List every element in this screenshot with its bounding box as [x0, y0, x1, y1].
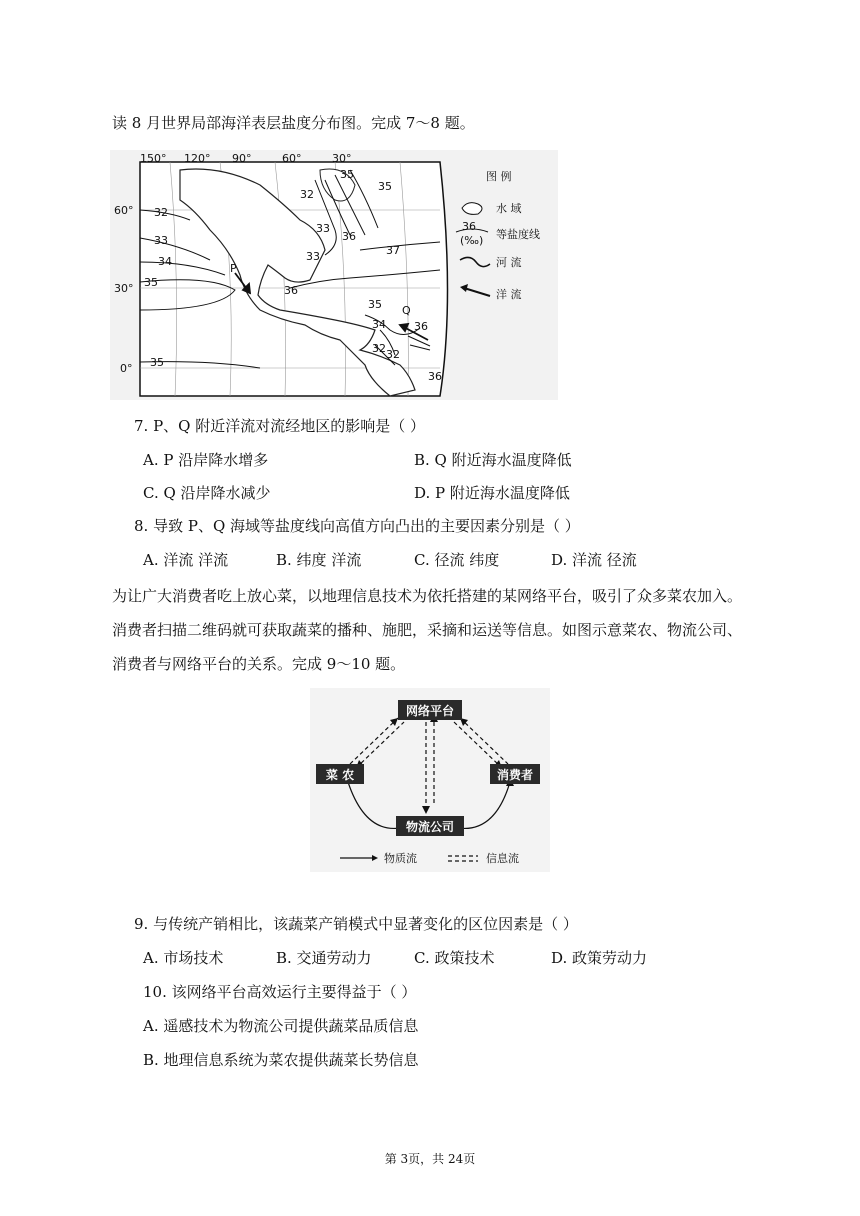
isoline-value: 35 [144, 276, 158, 289]
lon-label: 30° [332, 152, 352, 165]
isoline-value: 32 [386, 348, 400, 361]
isoline-value: 34 [158, 255, 172, 268]
legend-river: 河 流 [496, 256, 522, 269]
question-8-stem: 8. 导致 P、Q 海域等盐度线向高值方向凸出的主要因素分别是（ ） [134, 517, 580, 535]
question-7-option-b: B. Q 附近海水温度降低 [414, 451, 572, 469]
lat-label: 60° [114, 204, 134, 217]
question-9-stem: 9. 与传统产销相比，该蔬菜产销模式中显著变化的区位因素是（ ） [134, 915, 578, 933]
info-flow-legend: 信息流 [486, 852, 519, 865]
question-9-option-d: D. 政策劳动力 [551, 949, 648, 967]
node-platform-label: 网络平台 [405, 704, 455, 718]
lon-label: 60° [282, 152, 302, 165]
lon-label: 120° [184, 152, 211, 165]
legend-water: 水 域 [496, 202, 522, 215]
isoline-value: 32 [372, 342, 386, 355]
legend-isoline-value: 36 [462, 220, 476, 233]
node-farmer-label: 菜 农 [325, 768, 355, 782]
page-footer: 第 3页，共 24页 [384, 1152, 476, 1166]
legend-title: 图 例 [486, 170, 512, 183]
node-logistics-label: 物流公司 [405, 820, 455, 834]
question-10-stem: 10. 该网络平台高效运行主要得益于（ ） [143, 983, 417, 1001]
lon-label: 150° [140, 152, 167, 165]
question-7-option-d: D. P 附近海水温度降低 [414, 484, 570, 502]
salinity-map [110, 150, 558, 400]
legend-current: 洋 流 [496, 288, 522, 301]
intro-text-q9-10-line1: 为让广大消费者吃上放心菜，以地理信息技术为依托搭建的某网络平台，吸引了众多菜农加入。 [112, 587, 743, 605]
question-7-option-c: C. Q 沿岸降水减少 [143, 484, 271, 502]
question-8-option-c: C. 径流 纬度 [414, 551, 500, 569]
isoline-value: 37 [386, 244, 400, 257]
material-flow-legend: 物质流 [384, 852, 417, 865]
point-p-label: P [230, 262, 237, 275]
intro-text-q7-8: 读 8 月世界局部海洋表层盐度分布图。完成 7～8 题。 [112, 114, 475, 132]
isoline-value: 32 [154, 206, 168, 219]
isoline-value: 35 [340, 168, 354, 181]
isoline-value: 33 [316, 222, 330, 235]
intro-text-q9-10-line2: 消费者扫描二维码就可获取蔬菜的播种、施肥，采摘和运送等信息。如图示意菜农、物流公司、 [112, 621, 743, 639]
isoline-value: 36 [342, 230, 356, 243]
intro-text-q9-10-line3: 消费者与网络平台的关系。完成 9～10 题。 [112, 655, 406, 673]
lat-label: 0° [120, 362, 133, 375]
isoline-value: 35 [368, 298, 382, 311]
isoline-value: 32 [300, 188, 314, 201]
question-9-option-b: B. 交通劳动力 [276, 949, 372, 967]
point-q-label: Q [402, 304, 411, 317]
isoline-value: 36 [414, 320, 428, 333]
isoline-value: 33 [154, 234, 168, 247]
lat-label: 30° [114, 282, 134, 295]
node-consumer-label: 消费者 [496, 768, 534, 782]
vegetable-network-diagram [310, 688, 550, 872]
question-8-option-d: D. 洋流 径流 [551, 551, 637, 569]
question-8-option-a: A. 洋流 洋流 [143, 551, 229, 569]
legend-isoline: 等盐度线 [496, 228, 540, 241]
question-9-option-c: C. 政策技术 [414, 949, 495, 967]
isoline-value: 36 [428, 370, 442, 383]
isoline-value: 34 [372, 318, 386, 331]
question-9-option-a: A. 市场技术 [143, 949, 224, 967]
question-10-option-b: B. 地理信息系统为菜农提供蔬菜长势信息 [143, 1051, 419, 1069]
isoline-value: 35 [150, 356, 164, 369]
question-7-option-a: A. P 沿岸降水增多 [143, 451, 269, 469]
isoline-value: 35 [378, 180, 392, 193]
question-10-option-a: A. 遥感技术为物流公司提供蔬菜品质信息 [143, 1017, 419, 1035]
legend-isoline-unit: (‰) [460, 234, 484, 247]
isoline-value: 33 [306, 250, 320, 263]
lon-label: 90° [232, 152, 252, 165]
question-7-stem: 7. P、Q 附近洋流对流经地区的影响是（ ） [134, 417, 426, 435]
isoline-value: 36 [284, 284, 298, 297]
question-8-option-b: B. 纬度 洋流 [276, 551, 362, 569]
